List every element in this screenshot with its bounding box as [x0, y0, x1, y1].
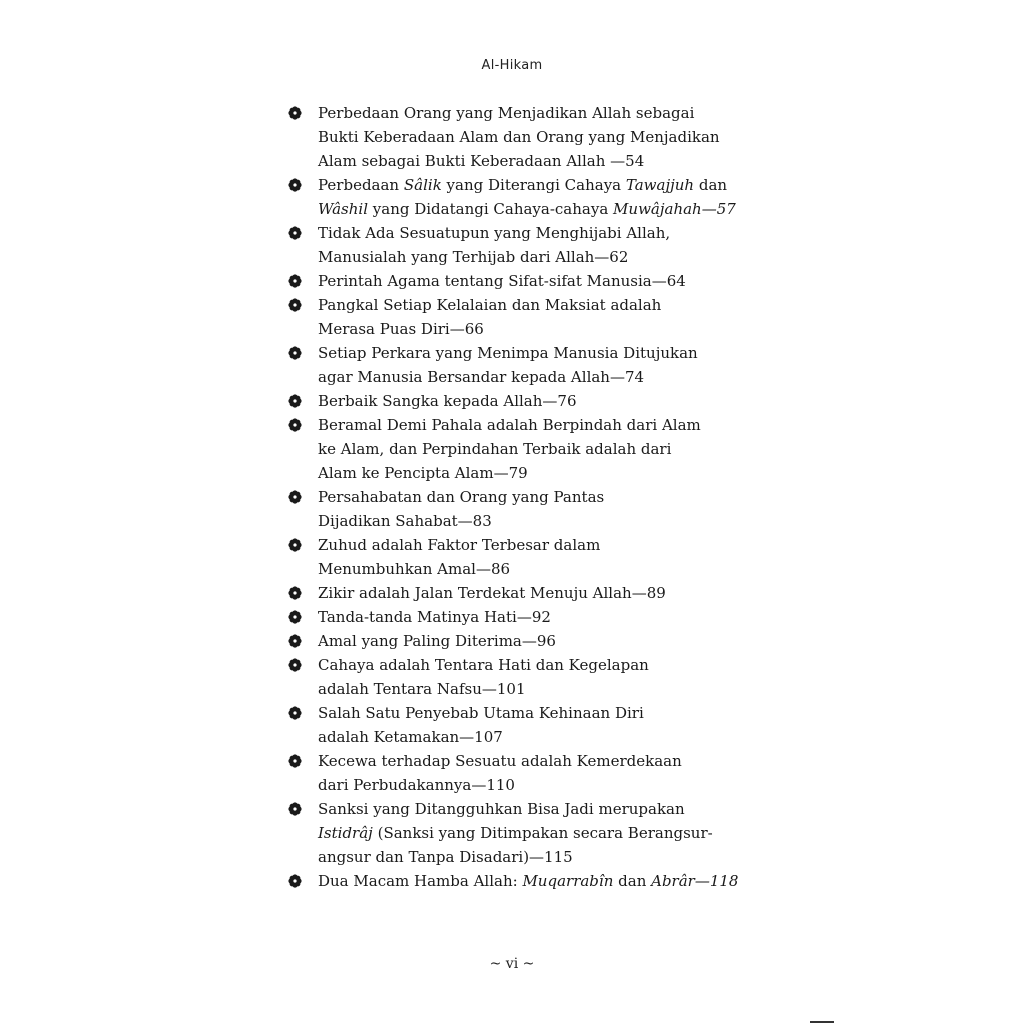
- edge-mark: [810, 1021, 834, 1023]
- toc-text: Menumbuhkan Amal—86: [318, 560, 511, 578]
- flower-bullet-icon: [288, 490, 302, 504]
- toc-entry-line: [318, 509, 738, 533]
- table-of-contents: [288, 101, 738, 893]
- toc-entry-line: [318, 101, 738, 125]
- toc-entry: [288, 389, 738, 413]
- flower-bullet-icon: [288, 394, 302, 408]
- toc-entry: [288, 221, 738, 269]
- toc-entry-line: [318, 461, 738, 485]
- toc-text: Zuhud adalah Faktor Terbesar dalam: [318, 536, 601, 554]
- toc-entry-line: [318, 245, 738, 269]
- toc-entry-line: [318, 605, 738, 629]
- flower-bullet-icon: [288, 178, 302, 192]
- toc-entry-line: [318, 293, 738, 317]
- flower-bullet-icon: [288, 706, 302, 720]
- toc-entry-line: [318, 869, 738, 893]
- toc-entry-line: [318, 365, 738, 389]
- toc-entry: [288, 701, 738, 749]
- flower-bullet-icon: [288, 298, 302, 312]
- toc-text: Setiap Perkara yang Menimpa Manusia Ditujukan: [318, 344, 698, 362]
- toc-entry-line: [318, 629, 738, 653]
- toc-text: Dua Macam Hamba Allah:: [318, 872, 523, 890]
- toc-entry-line: [318, 677, 738, 701]
- toc-entry-line: [318, 317, 738, 341]
- toc-text: Dijadikan Sahabat—83: [318, 512, 492, 530]
- toc-entry: [288, 269, 738, 293]
- toc-text: Manusialah yang Terhijab dari Allah—62: [318, 248, 629, 266]
- toc-entry: [288, 293, 738, 341]
- toc-text: Beramal Demi Pahala adalah Berpindah dari Alam: [318, 416, 701, 434]
- toc-entry-line: [318, 389, 738, 413]
- toc-text: angsur dan Tanpa Disadari)—115: [318, 848, 573, 866]
- toc-text: Persahabatan dan Orang yang Pantas: [318, 488, 605, 506]
- toc-text: Pangkal Setiap Kelalaian dan Maksiat adalah: [318, 296, 662, 314]
- toc-entry: [288, 869, 738, 893]
- toc-italic-term: Tawajjuh: [625, 176, 695, 194]
- running-head: Al-Hikam: [481, 58, 543, 73]
- toc-italic-term: Istidrâj: [318, 824, 373, 842]
- flower-bullet-icon: [288, 274, 302, 288]
- toc-text: (Sanksi yang Ditimpakan secara Berangsur-: [372, 824, 713, 842]
- toc-text: Bukti Keberadaan Alam dan Orang yang Menjadikan: [318, 128, 720, 146]
- toc-entry-line: [318, 701, 738, 725]
- toc-text: Salah Satu Penyebab Utama Kehinaan Diri: [318, 704, 644, 722]
- toc-text: Sanksi yang Ditangguhkan Bisa Jadi merupakan: [318, 800, 685, 818]
- flower-bullet-icon: [288, 634, 302, 648]
- toc-text: Cahaya adalah Tentara Hati dan Kegelapan: [318, 656, 649, 674]
- flower-bullet-icon: [288, 226, 302, 240]
- flower-bullet-icon: [288, 538, 302, 552]
- flower-bullet-icon: [288, 106, 302, 120]
- toc-entry-line: [318, 221, 738, 245]
- toc-entry-line: [318, 725, 738, 749]
- flower-bullet-icon: [288, 658, 302, 672]
- toc-text: adalah Ketamakan—107: [318, 728, 503, 746]
- toc-entry: [288, 629, 738, 653]
- toc-entry-line: [318, 653, 738, 677]
- toc-entry: [288, 341, 738, 389]
- toc-entry-line: [318, 797, 738, 821]
- flower-bullet-icon: [288, 754, 302, 768]
- toc-entry: [288, 101, 738, 173]
- toc-text: Perintah Agama tentang Sifat-sifat Manusia—64: [318, 272, 686, 290]
- toc-italic-term: Muqarrabîn: [522, 872, 614, 890]
- toc-entry-line: [318, 581, 738, 605]
- toc-entry: [288, 581, 738, 605]
- toc-entry-line: [318, 125, 738, 149]
- flower-bullet-icon: [288, 874, 302, 888]
- toc-italic-term: Wâshil: [318, 200, 369, 218]
- flower-bullet-icon: [288, 802, 302, 816]
- toc-entry-line: [318, 485, 738, 509]
- toc-text: dan: [694, 176, 728, 194]
- toc-italic-term: Abrâr—118: [651, 872, 739, 890]
- toc-entry-line: [318, 533, 738, 557]
- toc-text: dan: [613, 872, 652, 890]
- toc-text: ke Alam, dan Perpindahan Terbaik adalah dari: [318, 440, 672, 458]
- toc-entry: [288, 173, 738, 221]
- toc-entry-line: [318, 197, 738, 221]
- toc-entry-line: [318, 149, 738, 173]
- toc-entry: [288, 797, 738, 869]
- toc-entry-line: [318, 413, 738, 437]
- toc-text: Kecewa terhadap Sesuatu adalah Kemerdekaan: [318, 752, 682, 770]
- toc-text: Perbedaan Orang yang Menjadikan Allah sebagai: [318, 104, 695, 122]
- toc-text: Tidak Ada Sesuatupun yang Menghijabi Allah,: [318, 224, 671, 242]
- toc-entry-line: [318, 437, 738, 461]
- toc-text: yang Diterangi Cahaya: [441, 176, 626, 194]
- toc-text: adalah Tentara Nafsu—101: [318, 680, 526, 698]
- toc-text: Merasa Puas Diri—66: [318, 320, 484, 338]
- flower-bullet-icon: [288, 346, 302, 360]
- toc-text: agar Manusia Bersandar kepada Allah—74: [318, 368, 645, 386]
- toc-entry: [288, 605, 738, 629]
- toc-text: Zikir adalah Jalan Terdekat Menuju Allah—89: [318, 584, 666, 602]
- toc-text: yang Didatangi Cahaya-cahaya: [368, 200, 614, 218]
- flower-bullet-icon: [288, 610, 302, 624]
- toc-text: Amal yang Paling Diterima—96: [318, 632, 556, 650]
- toc-entry-line: [318, 773, 738, 797]
- flower-bullet-icon: [288, 418, 302, 432]
- toc-text: dari Perbudakannya—110: [318, 776, 515, 794]
- toc-entry: [288, 485, 738, 533]
- toc-italic-term: Sâlik: [403, 176, 442, 194]
- toc-entry: [288, 749, 738, 797]
- flower-bullet-icon: [288, 586, 302, 600]
- toc-text: Perbedaan: [318, 176, 404, 194]
- toc-entry-line: [318, 821, 738, 845]
- toc-entry-line: [318, 269, 738, 293]
- page-number: ~ vi ~: [489, 956, 535, 972]
- toc-entry-line: [318, 173, 738, 197]
- toc-entry: [288, 533, 738, 581]
- toc-entry-line: [318, 749, 738, 773]
- toc-entry: [288, 653, 738, 701]
- toc-italic-term: Muwâjahah—57: [613, 200, 736, 218]
- toc-entry-line: [318, 845, 738, 869]
- toc-text: Alam ke Pencipta Alam—79: [318, 464, 528, 482]
- toc-text: Tanda-tanda Matinya Hati—92: [318, 608, 551, 626]
- toc-text: Alam sebagai Bukti Keberadaan Allah —54: [318, 152, 645, 170]
- toc-entry-line: [318, 341, 738, 365]
- toc-entry-line: [318, 557, 738, 581]
- toc-entry: [288, 413, 738, 485]
- toc-text: Berbaik Sangka kepada Allah—76: [318, 392, 577, 410]
